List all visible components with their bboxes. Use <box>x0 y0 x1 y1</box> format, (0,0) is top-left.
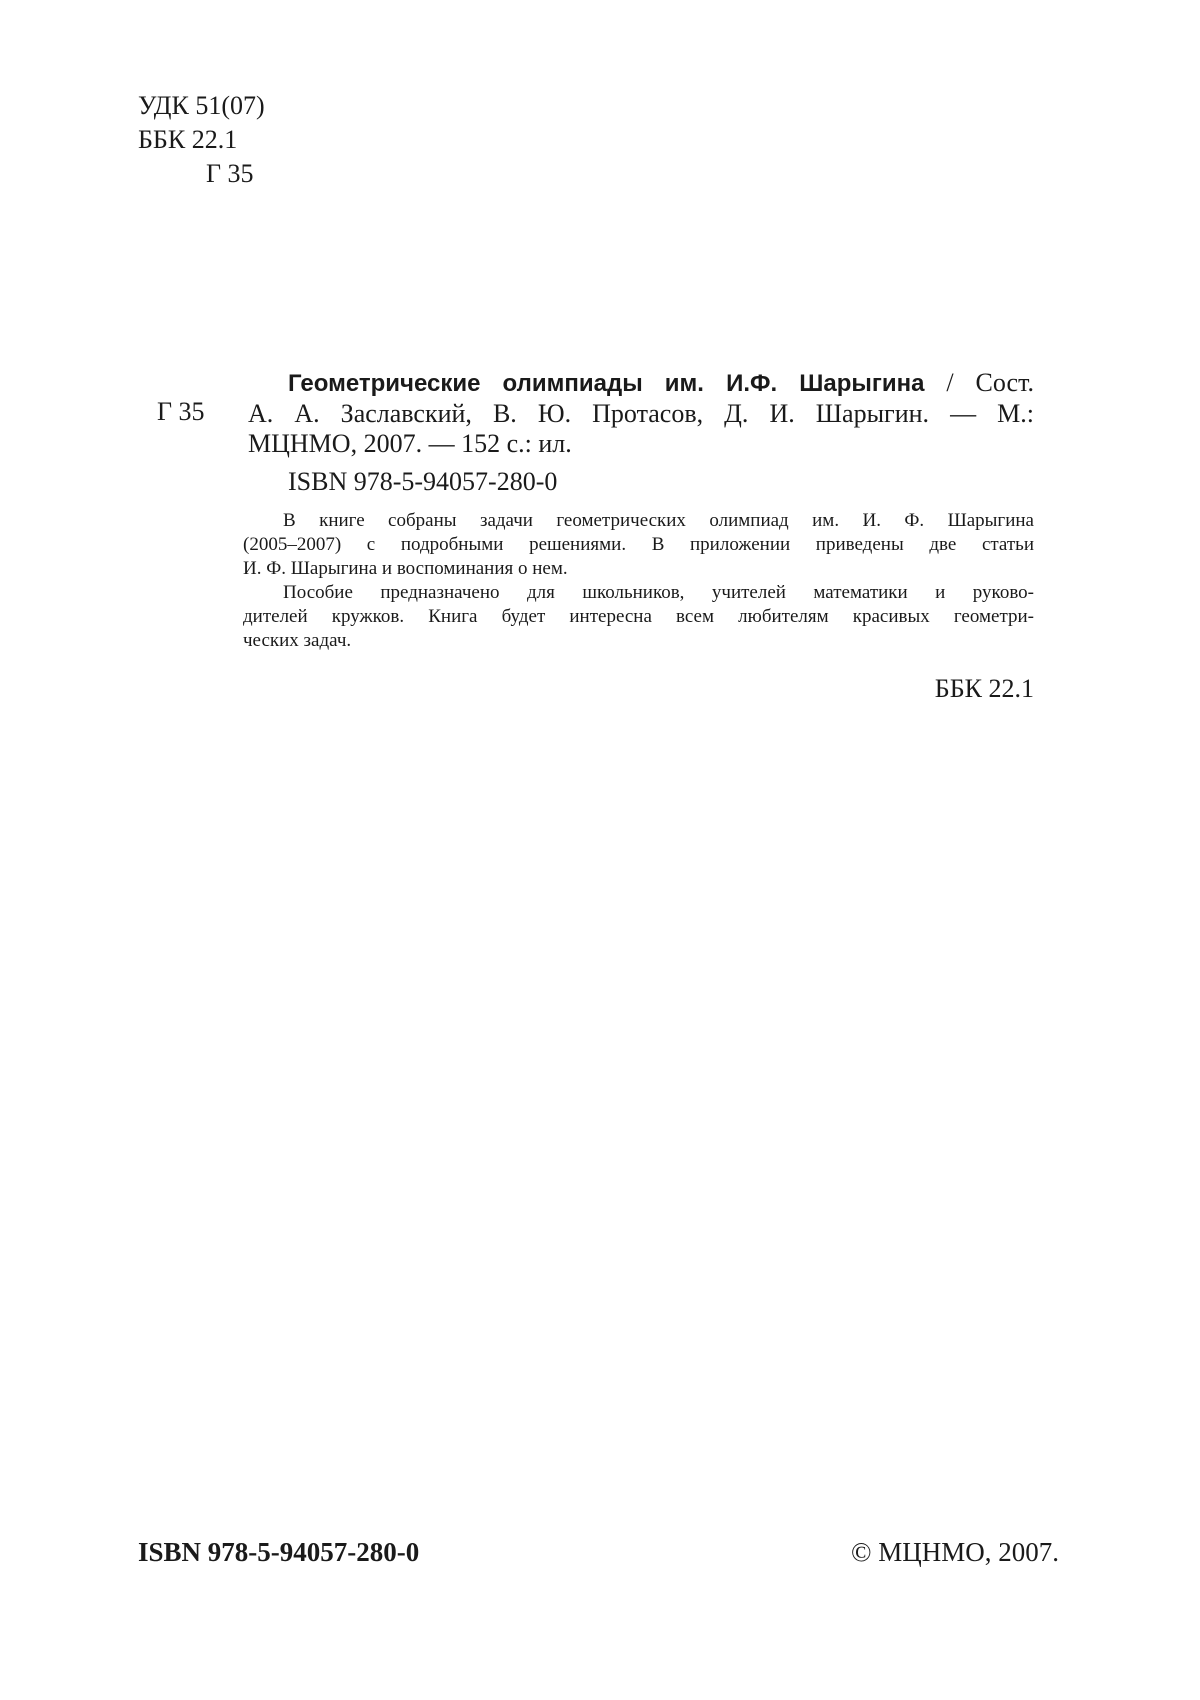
bbk-code-right: ББК 22.1 <box>934 674 1034 703</box>
annotation-line: ческих задач. <box>243 630 352 651</box>
annotation <box>243 509 1034 653</box>
annotation-line: И. Ф. Шарыгина и воспоминания о нем. <box>243 558 568 579</box>
footer-copyright: © МЦНМО, 2007. <box>850 1537 1059 1567</box>
annotation-line: дителей кружков. Книга будет интересна всем любителям красивых геометри- <box>243 606 1034 627</box>
title-suffix: / Сост. <box>924 368 1034 397</box>
record-isbn: ISBN 978-5-94057-280-0 <box>288 467 558 496</box>
author-mark: Г 35 <box>206 159 254 188</box>
bibliographic-record <box>248 368 1034 459</box>
record-author-mark: Г 35 <box>157 397 205 426</box>
record-publisher-line: МЦНМО, 2007. — 152 с.: ил. <box>248 429 572 458</box>
book-title: Геометрические олимпиады им. И.Ф. Шарыгина <box>288 370 925 397</box>
record-title-line <box>248 368 1034 399</box>
udk-code: УДК 51(07) <box>138 91 265 120</box>
footer-isbn: ISBN 978-5-94057-280-0 <box>138 1537 420 1567</box>
annotation-line: (2005–2007) с подробными решениями. В приложении приведены две статьи <box>243 534 1034 555</box>
bbk-code: ББК 22.1 <box>138 125 238 154</box>
annotation-line: Пособие предназначено для школьников, учителей математики и руково- <box>283 582 1034 603</box>
record-authors-line: А. А. Заславский, В. Ю. Протасов, Д. И. Шарыгин. — М.: <box>248 399 1034 428</box>
annotation-line: В книге собраны задачи геометрических олимпиад им. И. Ф. Шарыгина <box>283 510 1034 531</box>
